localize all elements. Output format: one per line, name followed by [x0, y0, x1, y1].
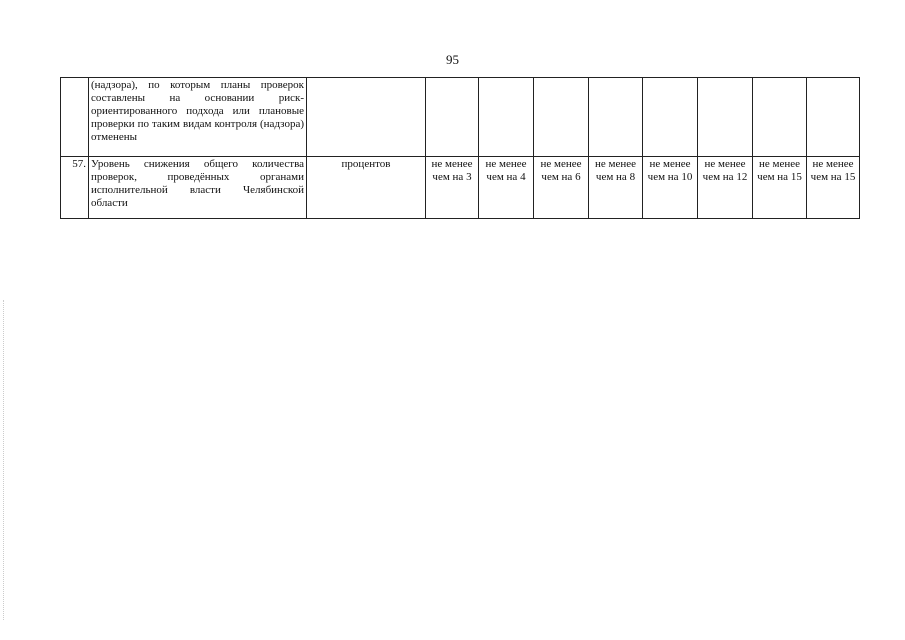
scan-margin-marks [3, 300, 5, 620]
unit-cell: процентов [307, 157, 426, 219]
value-cell: не менее чем на 3 [426, 157, 479, 219]
value-cell [753, 78, 807, 157]
value-cell [643, 78, 698, 157]
value-cell [479, 78, 534, 157]
table-row [61, 157, 860, 219]
value-cell: не менее чем на 6 [534, 157, 589, 219]
value-cell: не менее чем на 15 [753, 157, 807, 219]
indicators-table [60, 77, 860, 219]
value-cell [698, 78, 753, 157]
value-cell: не менее чем на 10 [643, 157, 698, 219]
page-number: 95 [446, 52, 459, 67]
value-cell [589, 78, 643, 157]
table-row [61, 78, 860, 157]
unit-cell [307, 78, 426, 157]
row-number: 57. [61, 157, 89, 219]
value-cell: не менее чем на 15 [807, 157, 860, 219]
value-cell [534, 78, 589, 157]
value-cell: не менее чем на 12 [698, 157, 753, 219]
value-cell: не менее чем на 4 [479, 157, 534, 219]
value-cell [807, 78, 860, 157]
indicator-description: Уровень снижения общего количества проверок, проведённых органами исполнительной власти Челябинской области [89, 157, 307, 219]
value-cell: не менее чем на 8 [589, 157, 643, 219]
indicator-description: (надзора), по которым планы проверок составлены на основании риск-ориентированного подхода или плановые проверки по таким видам контроля (надзора) отменены [89, 78, 307, 157]
row-number [61, 78, 89, 157]
value-cell [426, 78, 479, 157]
